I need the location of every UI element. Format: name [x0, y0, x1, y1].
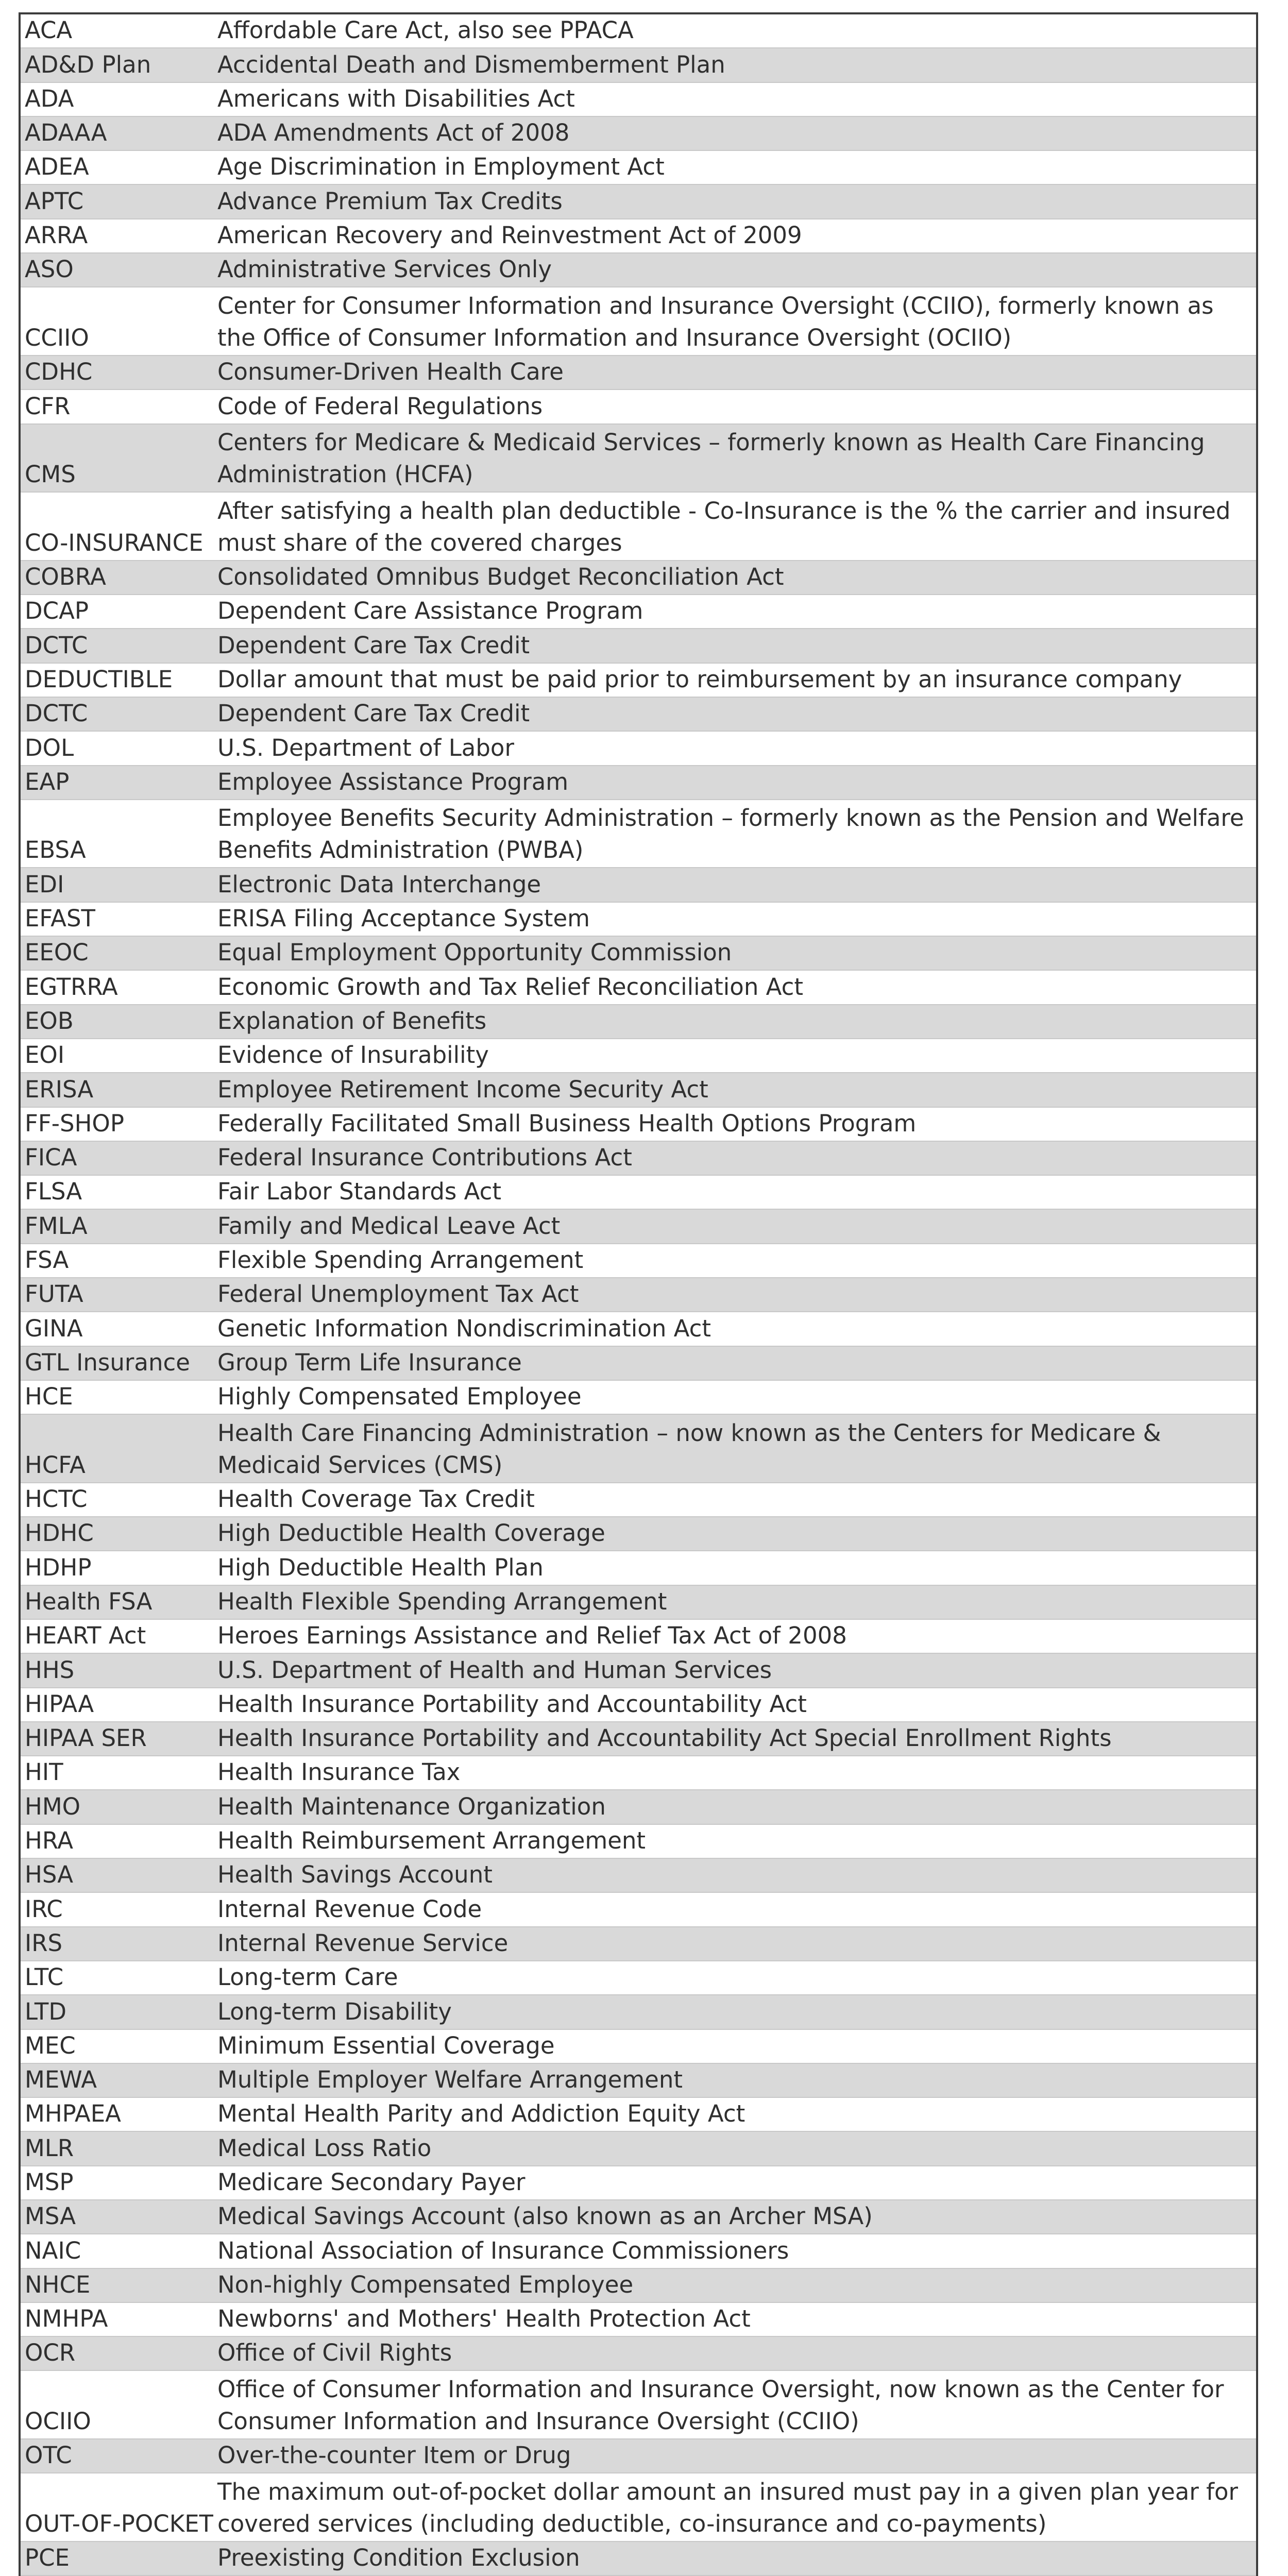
abbreviation-cell: GINA [25, 1314, 83, 1342]
abbreviation-cell: HCE [25, 1383, 73, 1411]
abbreviation-cell: CCIIO [25, 324, 89, 351]
abbreviation-cell: FUTA [25, 1280, 83, 1308]
abbreviation-cell: HHS [25, 1656, 75, 1684]
abbreviation-cell: ERISA [25, 1075, 94, 1103]
definition-cell: Internal Revenue Code [217, 1895, 482, 1923]
definition-cell: Flexible Spending Arrangement [217, 1246, 584, 1274]
table-row [21, 766, 1256, 800]
abbreviation-cell: HMO [25, 1792, 81, 1820]
definition-cell: National Association of Insurance Commissioners [217, 2236, 789, 2264]
table-row [21, 1722, 1256, 1756]
abbreviation-cell: MHPAEA [25, 2100, 121, 2128]
abbreviation-cell: HCFA [25, 1451, 86, 1479]
definition-cell: Electronic Data Interchange [217, 870, 541, 898]
abbreviation-cell: APTC [25, 187, 84, 215]
abbreviation-cell: IRS [25, 1929, 63, 1957]
definition-cell: Internal Revenue Service [217, 1929, 509, 1957]
table-row [21, 1927, 1256, 1961]
abbreviation-cell: EOB [25, 1007, 74, 1035]
table-row [21, 1825, 1256, 1859]
table-row [21, 1381, 1256, 1415]
abbreviation-cell: ADAAA [25, 119, 107, 147]
abbreviation-cell: HSA [25, 1861, 74, 1889]
table-row [21, 971, 1256, 1005]
definition-cell: Administrative Services Only [217, 256, 552, 283]
abbreviation-cell: ASO [25, 256, 74, 283]
table-row [21, 1859, 1256, 1893]
abbreviation-cell: FICA [25, 1144, 77, 1172]
definition-cell: Health Insurance Tax [217, 1758, 461, 1786]
table-row [21, 1415, 1256, 1483]
definition-cell: Genetic Information Nondiscrimination Act [217, 1314, 711, 1342]
table-row [21, 800, 1256, 869]
definition-cell: Minimum Essential Coverage [217, 2031, 555, 2059]
definition-cell: Multiple Employer Welfare Arrangement [217, 2066, 683, 2094]
abbreviation-cell: HDHC [25, 1519, 94, 1547]
table-row [21, 868, 1256, 902]
table-row [21, 1108, 1256, 1142]
abbreviation-cell: COBRA [25, 563, 106, 591]
definition-cell: Health Reimbursement Arrangement [217, 1827, 646, 1855]
table-row [21, 493, 1256, 561]
definition-cell: Age Discrimination in Employment Act [217, 153, 665, 181]
definition-cell: Employee Retirement Income Security Act [217, 1075, 708, 1103]
definition-cell: Group Term Life Insurance [217, 1348, 522, 1376]
table-row [21, 117, 1256, 151]
definition-cell: Health Maintenance Organization [217, 1792, 606, 1820]
table-row [21, 1244, 1256, 1278]
definition-cell: ADA Amendments Act of 2008 [217, 119, 570, 147]
abbreviation-cell: HIPAA [25, 1690, 94, 1718]
definition-cell: Accidental Death and Dismemberment Plan [217, 50, 725, 78]
abbreviation-cell: EFAST [25, 905, 96, 933]
table-row [21, 698, 1256, 732]
definition-cell: High Deductible Health Plan [217, 1553, 544, 1581]
definition-cell: Preexisting Condition Exclusion [217, 2544, 580, 2572]
abbreviation-cell: MEWA [25, 2066, 97, 2094]
table-row [21, 2303, 1256, 2337]
definition-cell: The maximum out-of-pocket dollar amount an insured must pay in a given plan year for covered services (including deductible, co-insurance and co-payments) [217, 2478, 1239, 2537]
table-row [21, 2269, 1256, 2303]
abbreviation-cell: DCTC [25, 631, 88, 659]
definition-cell: Advance Premium Tax Credits [217, 187, 563, 215]
abbreviation-cell: EGTRRA [25, 973, 118, 1001]
abbreviation-cell: HCTC [25, 1485, 88, 1513]
table-row [21, 2439, 1256, 2473]
table-row [21, 1893, 1256, 1927]
table-row [21, 561, 1256, 595]
definition-cell: Long-term Care [217, 1963, 398, 1991]
table-row [21, 185, 1256, 219]
abbreviation-cell: DCTC [25, 700, 88, 727]
definition-cell: Mental Health Parity and Addiction Equity Act [217, 2100, 745, 2128]
abbreviation-cell: NAIC [25, 2236, 81, 2264]
abbreviation-cell: FLSA [25, 1178, 82, 1206]
table-row [21, 83, 1256, 117]
abbreviation-cell: HIPAA SER [25, 1724, 147, 1752]
table-row [21, 1654, 1256, 1688]
table-row [21, 595, 1256, 629]
table-row [21, 1586, 1256, 1620]
table-row [21, 1551, 1256, 1585]
abbreviation-cell: LTC [25, 1963, 64, 1991]
table-row [21, 2337, 1256, 2371]
definition-cell: Long-term Disability [217, 1997, 452, 2025]
definition-cell: Centers for Medicare & Medicaid Services – formerly known as Health Care Financing Administration (HCFA) [217, 429, 1205, 488]
table-row [21, 2030, 1256, 2064]
definition-cell: Federally Facilitated Small Business Health Options Program [217, 1109, 917, 1137]
definition-cell: Medical Loss Ratio [217, 2134, 432, 2162]
table-row [21, 1176, 1256, 1210]
definition-cell: Health Savings Account [217, 1861, 493, 1889]
table-row [21, 2473, 1256, 2542]
abbreviation-cell: HRA [25, 1827, 74, 1855]
definition-cell: Federal Unemployment Tax Act [217, 1280, 579, 1308]
abbreviation-cell: FF-SHOP [25, 1109, 124, 1137]
definition-cell: Dollar amount that must be paid prior to reimbursement by an insurance company [217, 665, 1182, 693]
table-row [21, 2200, 1256, 2234]
definition-cell: Family and Medical Leave Act [217, 1212, 561, 1240]
definition-cell: Fair Labor Standards Act [217, 1178, 502, 1206]
abbreviation-cell: DEDUCTIBLE [25, 665, 173, 693]
definition-cell: Employee Assistance Program [217, 768, 569, 795]
table-row [21, 287, 1256, 356]
definition-cell: Health Insurance Portability and Accountability Act Special Enrollment Rights [217, 1724, 1112, 1752]
abbreviation-cell: Health FSA [25, 1587, 152, 1615]
table-row [21, 253, 1256, 287]
definition-cell: Federal Insurance Contributions Act [217, 1144, 632, 1172]
abbreviation-cell: OUT-OF-POCKET [25, 2510, 213, 2537]
abbreviation-cell: CMS [25, 461, 76, 488]
definition-cell: Center for Consumer Information and Insurance Oversight (CCIIO), formerly known as the Office of Consumer Information and Insurance Oversight (OCIIO) [217, 292, 1214, 351]
abbreviation-cell: MSA [25, 2202, 76, 2230]
table-row [21, 48, 1256, 82]
definition-cell: After satisfying a health plan deductible - Co-Insurance is the % the carrier and insured must share of the covered charges [217, 497, 1231, 556]
definition-cell: Code of Federal Regulations [217, 392, 543, 420]
table-row [21, 2132, 1256, 2166]
table-row [21, 2166, 1256, 2200]
abbreviation-cell: HEART Act [25, 1622, 146, 1650]
abbreviation-cell: FMLA [25, 1212, 88, 1240]
definition-cell: Non-highly Compensated Employee [217, 2270, 634, 2298]
definition-cell: Evidence of Insurability [217, 1041, 489, 1069]
definition-cell: Affordable Care Act, also see PPACA [217, 16, 634, 44]
definition-cell: Explanation of Benefits [217, 1007, 487, 1035]
table-row [21, 1073, 1256, 1107]
table-row [21, 219, 1256, 253]
definition-cell: Heroes Earnings Assistance and Relief Tax Act of 2008 [217, 1622, 847, 1650]
definition-cell: ERISA Filing Acceptance System [217, 905, 590, 933]
definition-cell: U.S. Department of Health and Human Services [217, 1656, 772, 1684]
table-row [21, 1995, 1256, 2029]
definition-cell: Newborns' and Mothers' Health Protection Act [217, 2305, 751, 2333]
table-row [21, 1620, 1256, 1654]
abbreviation-cell: PCE [25, 2544, 70, 2572]
table-row [21, 903, 1256, 937]
table-row [21, 1039, 1256, 1073]
table-row [21, 1312, 1256, 1346]
abbreviation-cell: DCAP [25, 597, 89, 625]
definition-cell: American Recovery and Reinvestment Act of 2009 [217, 222, 802, 249]
table-row [21, 1142, 1256, 1176]
abbreviation-cell: NHCE [25, 2270, 91, 2298]
definition-cell: Consumer-Driven Health Care [217, 358, 564, 386]
abbreviation-cell: EAP [25, 768, 70, 795]
table-row [21, 425, 1256, 493]
table-row [21, 2542, 1256, 2576]
abbreviation-cell: LTD [25, 1997, 67, 2025]
table-row [21, 1210, 1256, 1244]
definition-cell: Equal Employment Opportunity Commission [217, 939, 732, 967]
table-row [21, 1517, 1256, 1551]
definition-cell: Health Insurance Portability and Accountability Act [217, 1690, 807, 1718]
abbreviation-cell: MLR [25, 2134, 74, 2162]
abbreviation-cell: FSA [25, 1246, 69, 1274]
table-row [21, 732, 1256, 766]
abbreviation-cell: NMHPA [25, 2305, 108, 2333]
definition-cell: Medical Savings Account (also known as an Archer MSA) [217, 2202, 873, 2230]
table-row [21, 151, 1256, 185]
abbreviation-cell: ADEA [25, 153, 89, 181]
abbreviation-cell: EBSA [25, 836, 86, 864]
abbreviation-cell: OCR [25, 2339, 76, 2367]
abbreviation-cell: IRC [25, 1895, 63, 1923]
abbreviation-cell: OTC [25, 2442, 72, 2469]
definition-cell: U.S. Department of Labor [217, 734, 514, 761]
abbreviation-cell: AD&D Plan [25, 50, 151, 78]
abbreviation-cell: ARRA [25, 222, 88, 249]
table-row [21, 664, 1256, 698]
table-row [21, 14, 1256, 48]
table-row [21, 2098, 1256, 2132]
abbreviation-cell: CFR [25, 392, 71, 420]
definition-cell: Economic Growth and Tax Relief Reconciliation Act [217, 973, 804, 1001]
definition-cell: High Deductible Health Coverage [217, 1519, 605, 1547]
table-row [21, 1483, 1256, 1517]
abbreviation-cell: EOI [25, 1041, 65, 1069]
definition-cell: Dependent Care Tax Credit [217, 700, 530, 727]
definition-cell: Dependent Care Tax Credit [217, 631, 530, 659]
table-row [21, 390, 1256, 424]
definition-cell: Health Care Financing Administration – now known as the Centers for Medicare & Medicaid Services (CMS) [217, 1419, 1161, 1479]
abbreviation-cell: GTL Insurance [25, 1348, 190, 1376]
table-row [21, 1278, 1256, 1312]
table-row [21, 1347, 1256, 1381]
abbreviation-cell: CO-INSURANCE [25, 529, 204, 556]
abbreviation-cell: HIT [25, 1758, 63, 1786]
abbreviation-cell: DOL [25, 734, 74, 761]
table-row [21, 1688, 1256, 1722]
definition-cell: Over-the-counter Item or Drug [217, 2442, 571, 2469]
definition-cell: Office of Consumer Information and Insurance Oversight, now known as the Center for Consumer Information and Insurance Oversight (CCIIO) [217, 2376, 1224, 2435]
abbreviation-cell: HDHP [25, 1553, 92, 1581]
abbreviation-cell: CDHC [25, 358, 93, 386]
definition-cell: Medicare Secondary Payer [217, 2168, 526, 2196]
abbreviation-cell: OCIIO [25, 2408, 91, 2435]
glossary-table [19, 12, 1258, 2576]
definition-cell: Dependent Care Assistance Program [217, 597, 643, 625]
definition-cell: Highly Compensated Employee [217, 1383, 582, 1411]
abbreviation-cell: MSP [25, 2168, 74, 2196]
table-row [21, 356, 1256, 390]
abbreviation-cell: MEC [25, 2031, 76, 2059]
definition-cell: Office of Civil Rights [217, 2339, 452, 2367]
abbreviation-cell: EEOC [25, 939, 89, 967]
definition-cell: Health Flexible Spending Arrangement [217, 1587, 667, 1615]
table-row [21, 1961, 1256, 1995]
table-row [21, 2234, 1256, 2268]
table-row [21, 2064, 1256, 2098]
table-row [21, 1790, 1256, 1824]
table-row [21, 937, 1256, 971]
table-row [21, 1005, 1256, 1039]
table-row [21, 629, 1256, 663]
abbreviation-cell: ADA [25, 84, 74, 112]
abbreviation-cell: ACA [25, 16, 73, 44]
table-row [21, 2371, 1256, 2439]
table-row [21, 1756, 1256, 1790]
definition-cell: Health Coverage Tax Credit [217, 1485, 535, 1513]
definition-cell: Employee Benefits Security Administration – formerly known as the Pension and Welfare Benefits Administration (PWBA) [217, 804, 1244, 864]
definition-cell: Americans with Disabilities Act [217, 84, 575, 112]
abbreviation-cell: EDI [25, 870, 64, 898]
definition-cell: Consolidated Omnibus Budget Reconciliation Act [217, 563, 784, 591]
